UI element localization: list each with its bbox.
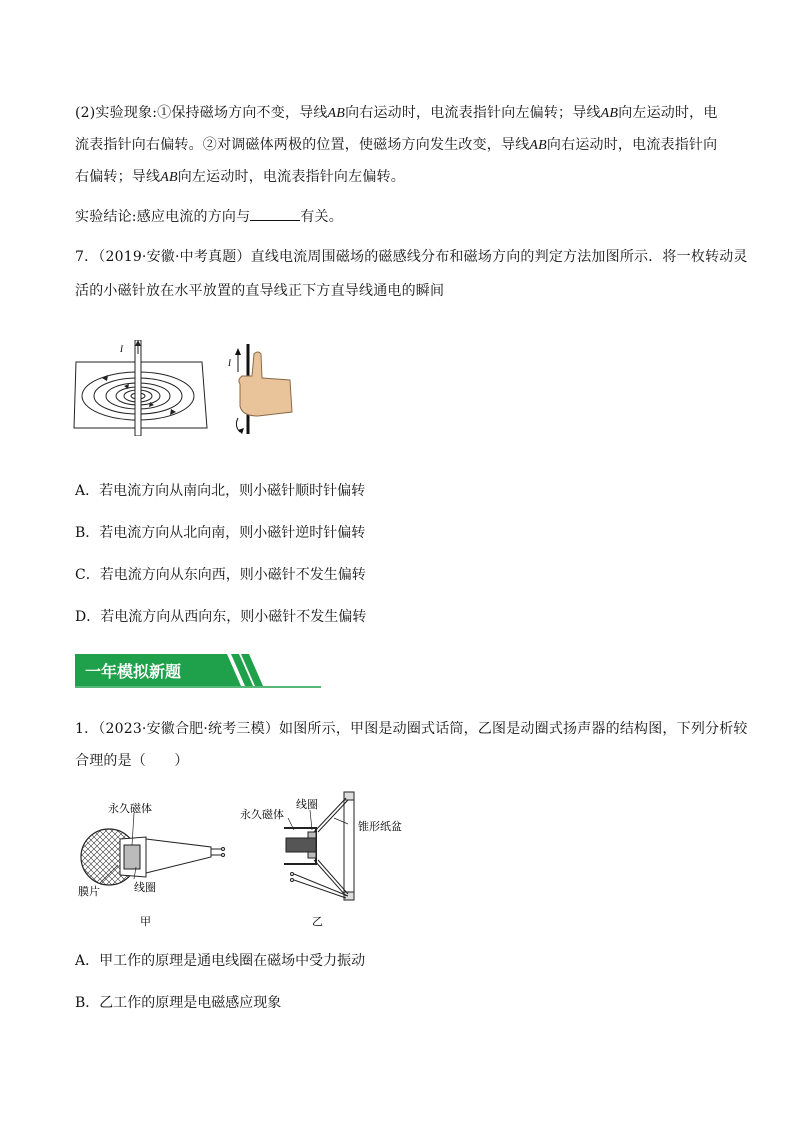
q7-stem-line-2: 活的小磁针放在水平放置的直导线正下方直导线通电的瞬间 <box>75 283 445 299</box>
wire <box>135 340 141 436</box>
answer-blank[interactable] <box>250 208 300 221</box>
text: 有关。 <box>300 209 343 225</box>
text: 向右运动时，电流表指针向 <box>546 137 718 153</box>
experiment-conclusion <box>75 206 343 226</box>
speaker-figure <box>238 788 408 930</box>
figure-caption-yi: 乙 <box>312 915 323 928</box>
cone-label: 锥形纸盆 <box>358 820 402 833</box>
membrane-label: 膜片 <box>78 885 100 898</box>
text: 流表指针向右偏转。②对调磁体两极的位置，使磁场方向发生改变，导线 <box>75 137 530 153</box>
experiment-phenomenon-line-2 <box>75 134 717 154</box>
q7-option-a[interactable]: A．若电流方向从南向北，则小磁针顺时针偏转 <box>75 483 366 499</box>
magnet-label: 永久磁体 <box>108 802 152 815</box>
q1-stem-line-1: 1．（2023·安徽合肥·统考三模）如图所示，甲图是动圈式话筒，乙图是动圈式扬声器的结构图，下列分析较 <box>75 721 748 737</box>
q1-option-a[interactable]: A．甲工作的原理是通电线圈在磁场中受力振动 <box>75 953 366 969</box>
q7-option-b[interactable]: B．若电流方向从北向南，则小磁针逆时针偏转 <box>75 525 366 541</box>
section-banner <box>75 654 321 688</box>
experiment-phenomenon-line-1 <box>75 102 718 122</box>
q1-stem-line-2: 合理的是（ ） <box>75 753 189 769</box>
q7-figure <box>72 340 302 436</box>
text: 向左运动时，电 <box>618 105 718 121</box>
experiment-phenomenon-line-3 <box>75 166 405 186</box>
q7-option-d[interactable]: D．若电流方向从西向东，则小磁针不发生偏转 <box>75 609 367 625</box>
coil-label: 线圈 <box>134 881 156 894</box>
q7-stem-line-1: 7．（2019·安徽·中考真题）直线电流周围磁场的磁感线分布和磁场方向的判定方法加图所示．将一枚转动灵 <box>75 249 748 265</box>
section-title: 一年模拟新题 <box>85 662 182 681</box>
q7-option-c[interactable]: C．若电流方向从东向西，则小磁针不发生偏转 <box>75 567 366 583</box>
var-ab: AB <box>160 170 178 185</box>
current-label: I <box>120 344 123 354</box>
text: 右偏转；导线 <box>75 169 161 185</box>
var-ab: AB <box>327 106 346 121</box>
var-ab: AB <box>600 106 619 121</box>
text: 实验结论:感应电流的方向与 <box>75 209 251 225</box>
coil-label-yi: 线圈 <box>296 798 318 811</box>
magnet-label-yi: 永久磁体 <box>240 808 284 821</box>
microphone-figure <box>76 795 236 930</box>
text: 向右运动时，电流表指针向左偏转；导线 <box>345 105 601 121</box>
text: 向左运动时，电流表指针向左偏转。 <box>177 169 405 185</box>
figure-caption-jia: 甲 <box>140 915 151 928</box>
current-label-2: I <box>228 358 231 368</box>
q1-option-b[interactable]: B．乙工作的原理是电磁感应现象 <box>75 995 282 1011</box>
text: (2)实验现象:①保持磁场方向不变，导线 <box>75 105 328 121</box>
var-ab: AB <box>529 138 547 153</box>
